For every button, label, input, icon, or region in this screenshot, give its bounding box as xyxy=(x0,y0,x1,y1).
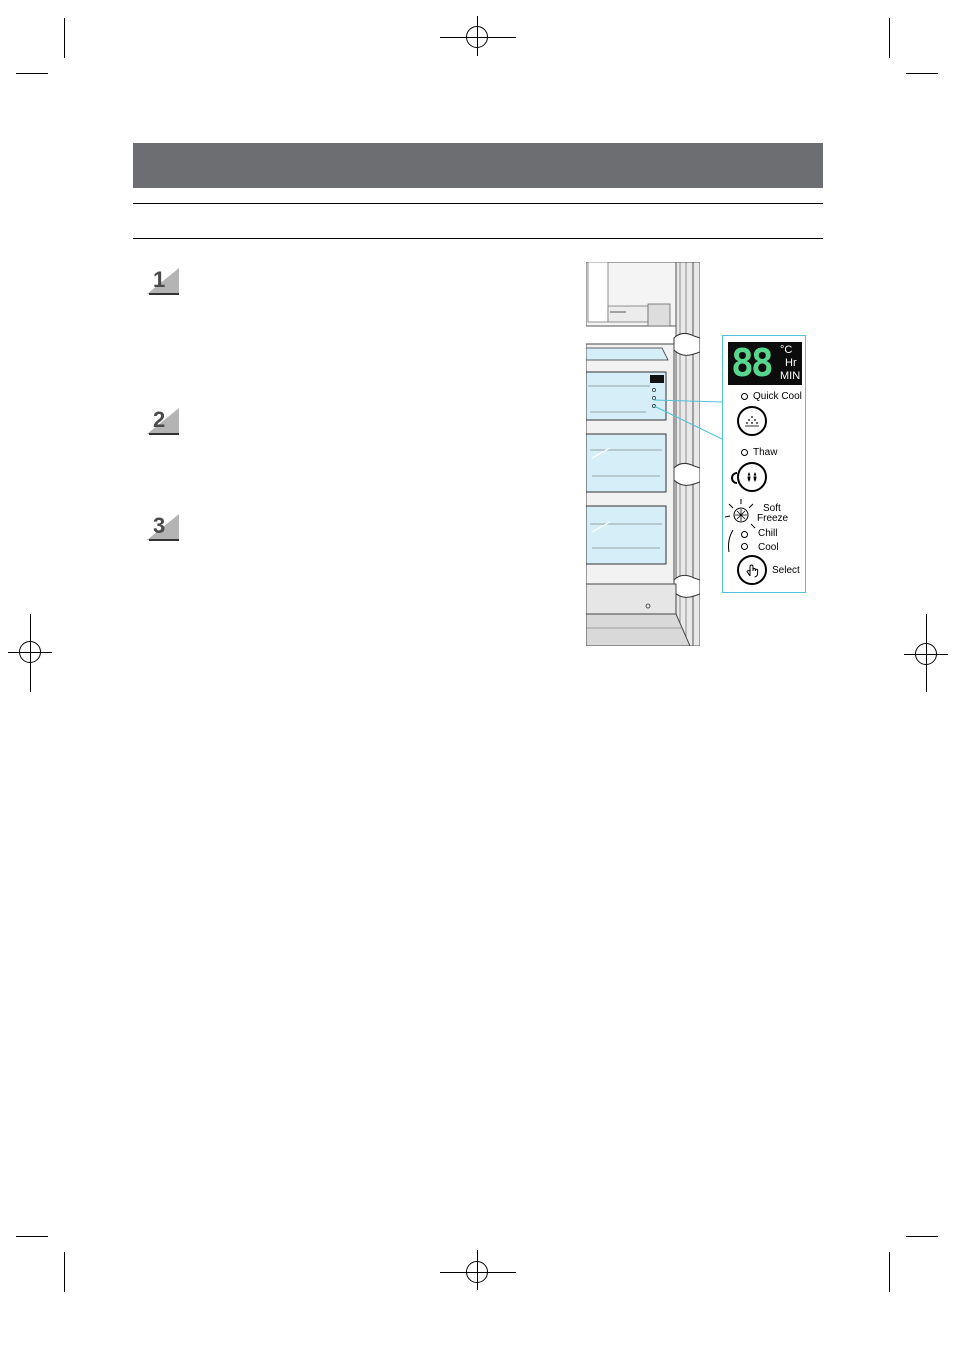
callout-lines xyxy=(650,395,726,440)
thaw-button-pressed-mark xyxy=(731,472,737,484)
select-hand-icon xyxy=(744,562,760,578)
select-label: Select xyxy=(772,565,800,576)
control-panel-callout xyxy=(722,335,806,593)
thaw-icon xyxy=(744,470,760,484)
quick-cool-indicator xyxy=(741,393,748,400)
step-number: 2 xyxy=(153,407,165,432)
registration-line xyxy=(477,16,478,56)
chill-label: Chill xyxy=(758,528,778,539)
step-marker-underline xyxy=(149,539,179,541)
step-marker-1 xyxy=(147,268,179,296)
thaw-indicator xyxy=(741,449,748,456)
quick-cool-button[interactable] xyxy=(737,406,767,436)
crop-mark xyxy=(64,1252,65,1292)
step-marker-2 xyxy=(147,408,179,436)
crop-mark xyxy=(16,73,48,74)
thaw-button[interactable] xyxy=(737,462,767,492)
registration-line xyxy=(440,37,516,38)
crop-mark xyxy=(889,1252,890,1292)
cool-indicator xyxy=(741,543,748,550)
select-button[interactable] xyxy=(737,555,767,585)
unit-hours: Hr xyxy=(785,357,797,369)
temperature-time-display xyxy=(728,342,802,385)
section-title-bar xyxy=(133,143,823,188)
step-number: 3 xyxy=(153,513,165,538)
registration-line xyxy=(477,1250,478,1290)
unit-celsius: °C xyxy=(780,344,793,356)
thaw-label: Thaw xyxy=(753,447,778,458)
crop-mark xyxy=(906,73,938,74)
step-marker-3 xyxy=(147,514,179,542)
registration-line xyxy=(926,614,927,692)
crop-mark xyxy=(906,1236,938,1237)
step-marker-underline xyxy=(149,433,179,435)
crop-mark xyxy=(16,1236,48,1237)
refrigerator-drawing xyxy=(586,262,700,646)
cool-label: Cool xyxy=(758,542,779,553)
chill-indicator xyxy=(741,531,748,538)
header-rule-top xyxy=(133,203,823,204)
soft-freeze-label-line2: Freeze xyxy=(757,513,789,524)
unit-minutes: MIN xyxy=(780,370,801,382)
crop-mark xyxy=(64,18,65,58)
display-digits: 88 xyxy=(731,341,771,385)
registration-line xyxy=(440,1272,516,1273)
registration-line xyxy=(30,614,31,692)
refrigerator-illustration xyxy=(586,262,700,646)
quick-cool-label: Quick Cool xyxy=(753,391,802,402)
step-number: 1 xyxy=(153,267,165,292)
quick-cool-icon xyxy=(743,415,761,427)
soft-freeze-label-line1: Soft xyxy=(763,503,781,514)
header-rule-bottom xyxy=(133,238,823,239)
step-marker-underline xyxy=(149,293,179,295)
crop-mark xyxy=(889,18,890,58)
